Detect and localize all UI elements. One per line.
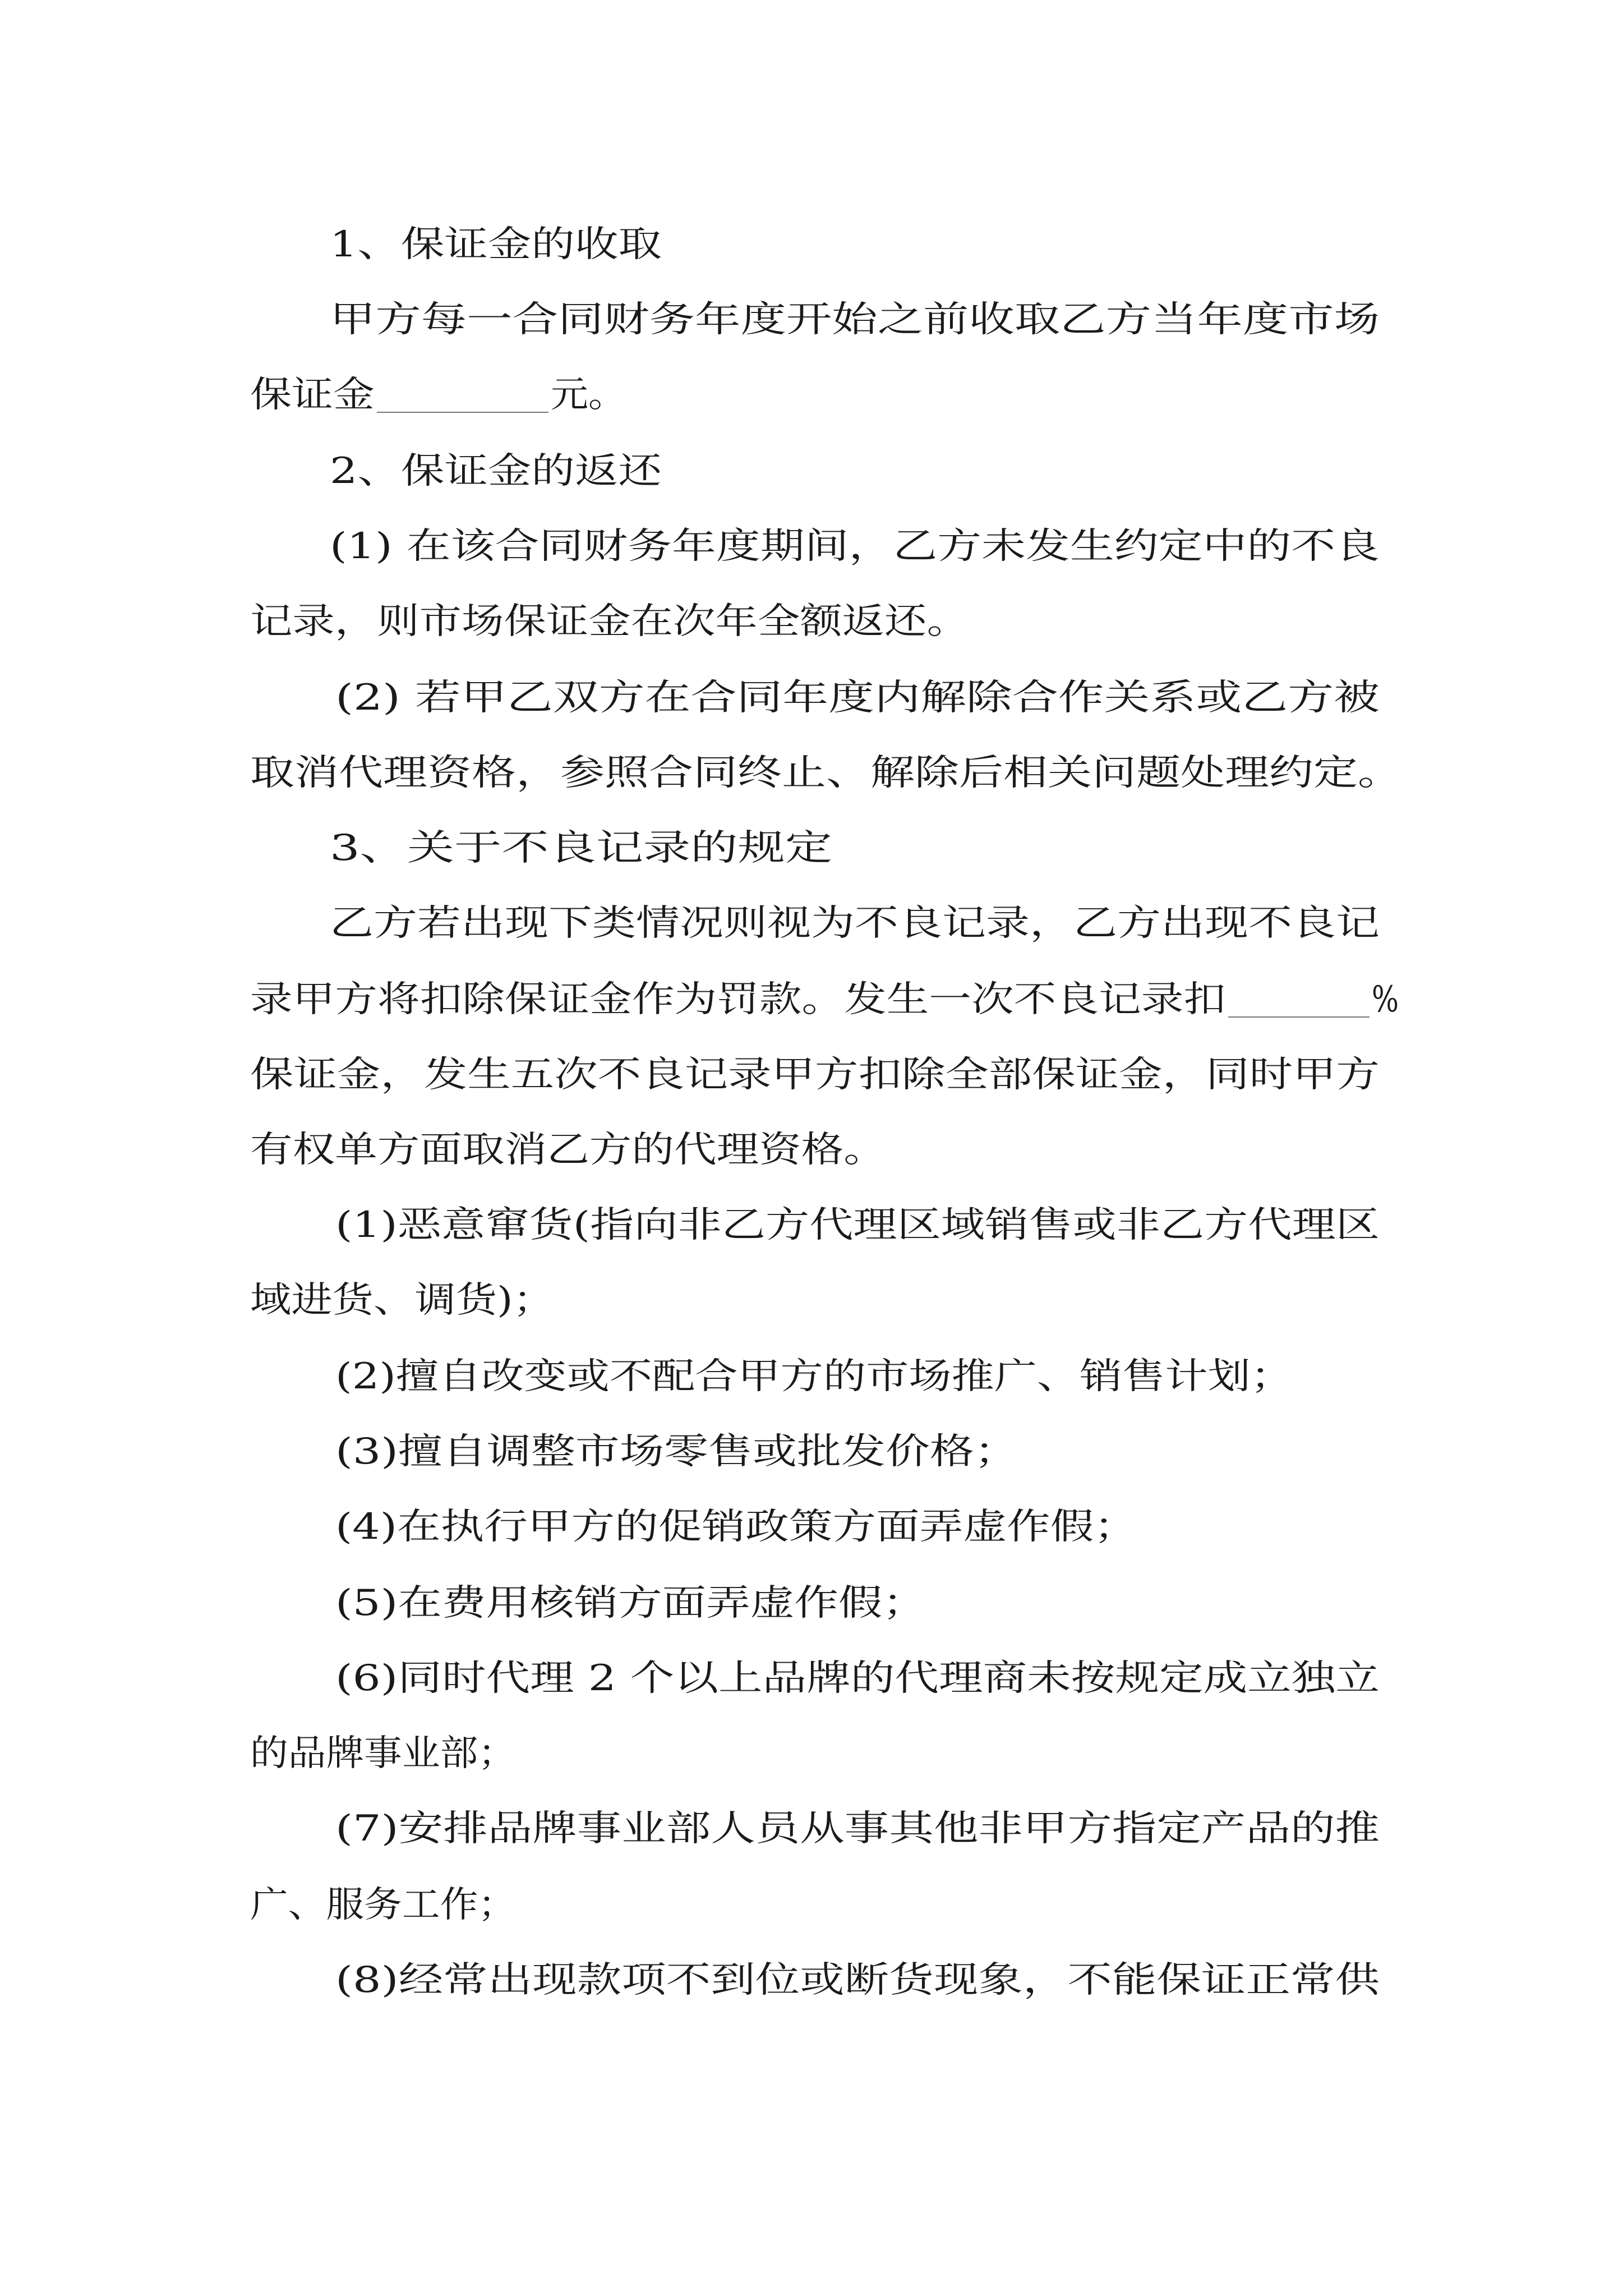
amount-blank xyxy=(377,380,548,413)
line-text: (1)恶意窜货(指向非乙方代理区域销售或非乙方代理区 xyxy=(335,1204,1380,1246)
line-text: 取消代理资格，参照合同终止、解除后相关问题处理约定。 xyxy=(250,752,1402,794)
line-text: 甲方每一合同财务年度开始之前收取乙方当年度市场 xyxy=(330,299,1380,341)
line-text: 1、保证金的收取 xyxy=(330,224,662,265)
line-text: 3、关于不良记录的规定 xyxy=(330,827,832,869)
line-text: 保证金 xyxy=(250,374,375,416)
line-text: (1) 在该合同财务年度期间，乙方未发生约定中的不良 xyxy=(330,526,1380,567)
line-text: (6)同时代理 2 个以上品牌的代理商未按规定成立独立 xyxy=(335,1658,1380,1699)
line-text: (7)安排品牌事业部人员从事其他非甲方指定产品的推 xyxy=(335,1808,1380,1849)
percentage-blank xyxy=(1228,985,1370,1018)
line-text: (2) 若甲乙双方在合同年度内解除合作关系或乙方被 xyxy=(335,677,1380,719)
line-text: (8)经常出现款项不到位或断货现象，不能保证正常供 xyxy=(335,1959,1380,2001)
line-text: (5)在费用核销方面弄虚作假； xyxy=(335,1582,926,1624)
line-text: 记录，则市场保证金在次年全额返还。 xyxy=(250,601,969,642)
line-text: 乙方若出现下类情况则视为不良记录，乙方出现不良记 xyxy=(330,903,1380,944)
line-text: (2)擅自改变或不配合甲方的市场推广、销售计划； xyxy=(335,1356,1293,1397)
line-text: 域进货、调货)； xyxy=(250,1280,554,1321)
line-text: (4)在执行甲方的促销政策方面弄虚作假； xyxy=(335,1506,1137,1548)
line-text: 元。 xyxy=(551,374,626,416)
line-text: 的品牌事业部； xyxy=(250,1733,516,1774)
line-text: 录甲方将扣除保证金作为罚款。发生一次不良记录扣 xyxy=(250,979,1226,1020)
line-text: (3)擅自调整市场零售或批发价格； xyxy=(335,1431,1018,1473)
line-text: 保证金，发生五次不良记录甲方扣除全部保证金，同时甲方 xyxy=(250,1054,1380,1096)
line-text: % xyxy=(1372,979,1399,1020)
line-text: 有权单方面取消乙方的代理资格。 xyxy=(250,1129,886,1171)
line-text: 2、保证金的返还 xyxy=(330,450,662,492)
line-text: 广、服务工作； xyxy=(250,1884,516,1926)
